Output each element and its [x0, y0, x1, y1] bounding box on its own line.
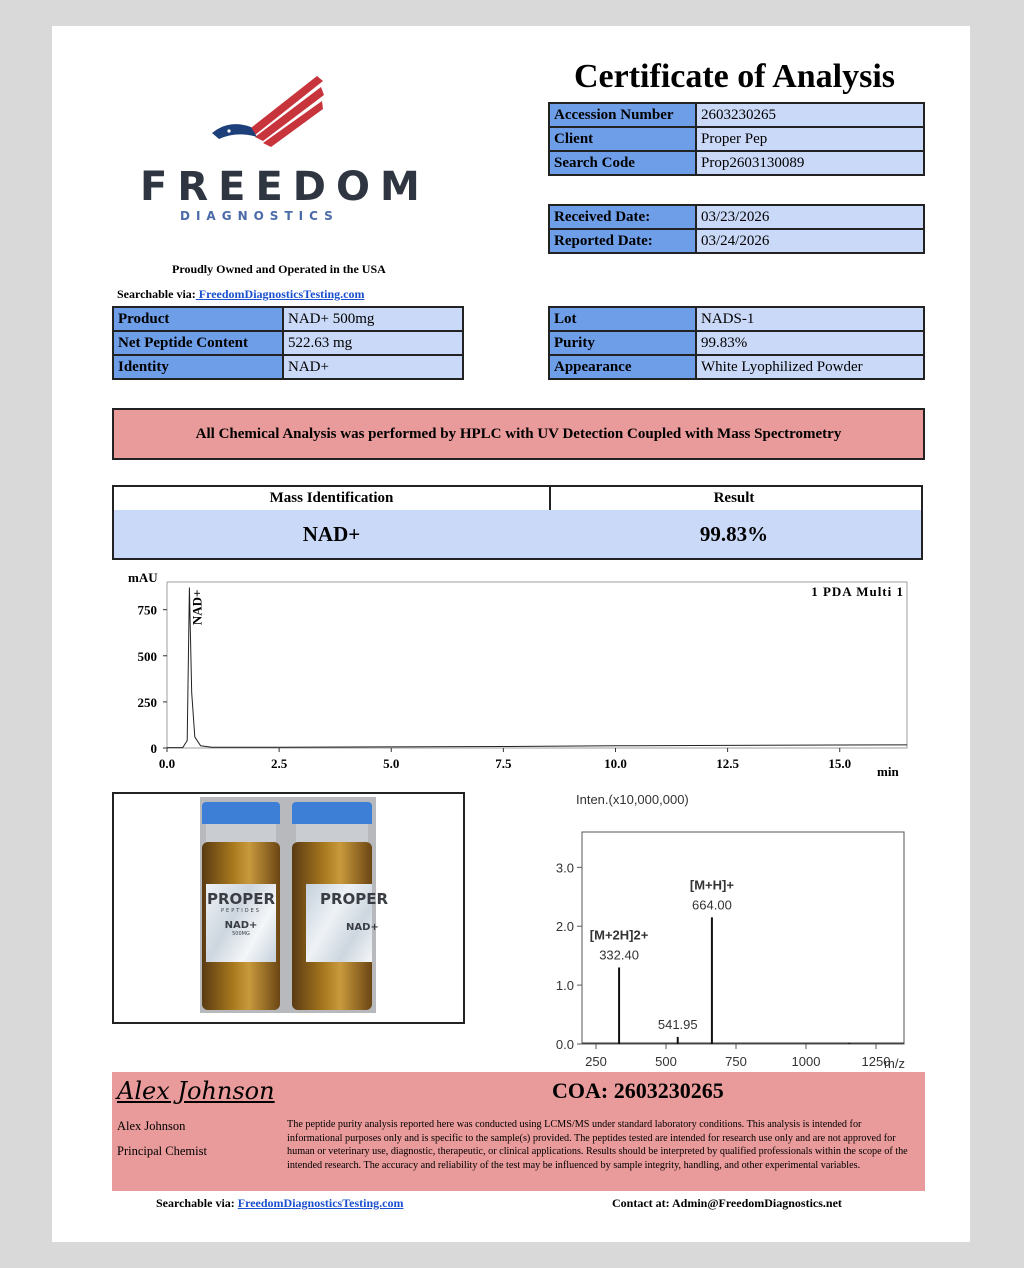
table-row	[549, 151, 924, 175]
y-axis-label: Inten.(x10,000,000)	[576, 792, 689, 807]
search-code-label: Search Code	[549, 151, 696, 175]
x-tick-label: 750	[725, 1054, 747, 1069]
plot-frame	[167, 582, 907, 748]
table-row	[113, 307, 463, 331]
y-tick-label: 2.0	[555, 919, 574, 935]
legend-label: 1 PDA Multi 1	[811, 584, 904, 599]
contact-email[interactable]: Contact at: Admin@FreedomDiagnostics.net	[612, 1196, 842, 1210]
x-tick-label: 1250	[861, 1054, 891, 1069]
product-value: NAD+ 500mg	[283, 307, 463, 331]
peak-mz-label: 332.40	[599, 947, 639, 963]
vial-product: NAD+	[346, 922, 379, 933]
website-link[interactable]: FreedomDiagnosticsTesting.com	[195, 287, 365, 301]
method-banner: All Chemical Analysis was performed by HPLC with UV Detection Coupled with Mass Spectrometry	[112, 408, 925, 460]
peak-label: NAD+	[189, 589, 205, 626]
identity-label: Identity	[113, 355, 283, 379]
searchable-header	[117, 287, 364, 302]
reported-date-label: Reported Date:	[549, 229, 696, 253]
received-date-label: Received Date:	[549, 205, 696, 229]
table-row	[549, 229, 924, 253]
table-row	[549, 307, 924, 331]
appearance-label: Appearance	[549, 355, 696, 379]
y-axis-label: mAU	[128, 570, 158, 585]
searchable-label: Searchable via:	[117, 287, 196, 301]
y-tick-label: 750	[137, 602, 157, 618]
vial-label	[206, 884, 276, 962]
x-tick-label: 7.5	[495, 756, 512, 771]
peak-mz-label: 541.95	[657, 1016, 698, 1032]
x-axis-label: m/z	[884, 1056, 905, 1071]
table-row	[113, 331, 463, 355]
vial-cap	[292, 802, 372, 824]
x-tick-label: 10.0	[604, 756, 627, 771]
appearance-value: White Lyophilized Powder	[696, 355, 924, 379]
accession-value: 2603230265	[696, 103, 924, 127]
received-date-value: 03/23/2026	[696, 205, 924, 229]
mass-identification-value: NAD+	[112, 510, 551, 560]
product-label: Product	[113, 307, 283, 331]
certificate-page	[52, 26, 970, 1242]
x-tick-label: 15.0	[828, 756, 852, 771]
search-code-value: Prop2603130089	[696, 151, 924, 175]
lot-value: NADS-1	[696, 307, 924, 331]
vial-brand-sub: PEPTIDES	[221, 908, 261, 914]
x-tick-label: 2.5	[270, 756, 288, 771]
identity-value: NAD+	[283, 355, 463, 379]
disclaimer: The peptide purity analysis reported here was conducted using LCMS/MS under standard laboratory conditions. This analysis is intended for informational purposes only and is specific to the sample(s) provided. The peptides tested are intended for research use only and are not approved for human or veterinary use, diagnostic, therapeutic, or clinical applications. Results should be interpreted by qualified professionals within the scope of the intended research. The accuracy and reliability of the test may be influenced by sample integrity, handling, and other experimental variables.	[287, 1119, 908, 1171]
accession-table	[548, 102, 925, 176]
vial-crimp	[296, 824, 368, 844]
vial-product: NAD+	[224, 920, 258, 931]
y-tick-label: 500	[137, 648, 157, 664]
x-tick-label: 5.0	[383, 756, 400, 771]
dates-table	[548, 204, 925, 254]
x-tick-label: 500	[655, 1054, 677, 1069]
peak-ion-label: [M+H]+	[689, 877, 734, 893]
website-link[interactable]: FreedomDiagnosticsTesting.com	[237, 1196, 404, 1210]
brand-subtitle: DIAGNOSTICS	[180, 209, 339, 223]
table-row	[549, 205, 924, 229]
page-title: Certificate of Analysis	[574, 58, 896, 95]
reported-date-value: 03/24/2026	[696, 229, 924, 253]
vial-cap	[202, 802, 280, 824]
table-row	[549, 127, 924, 151]
vial-dose: 500MG	[232, 931, 250, 937]
brand-name: FREEDOM	[140, 164, 430, 210]
lot-table	[548, 306, 925, 380]
x-axis-label: min	[877, 764, 899, 779]
product-table	[112, 306, 464, 380]
table-row	[549, 103, 924, 127]
hplc-chromatogram	[112, 570, 922, 790]
flag-eagle-icon	[207, 71, 327, 151]
searchable-footer	[156, 1196, 403, 1211]
x-tick-label: 1000	[791, 1054, 821, 1069]
chromatogram-trace	[167, 588, 907, 748]
net-peptide-value: 522.63 mg	[283, 331, 463, 355]
tagline: Proudly Owned and Operated in the USA	[172, 262, 386, 276]
y-tick-label: 250	[137, 694, 157, 710]
client-label: Client	[549, 127, 696, 151]
y-tick-label: 0.0	[555, 1037, 574, 1052]
coa-number: COA: 2603230265	[552, 1078, 724, 1103]
peak-ion-label: [M+2H]2+	[589, 927, 649, 943]
x-tick-label: 250	[585, 1054, 607, 1069]
mass-identification-header: Mass Identification	[112, 485, 551, 512]
y-tick-label: 0	[150, 741, 157, 756]
chemist-name: Alex Johnson	[117, 1119, 186, 1133]
chemist-role: Principal Chemist	[117, 1144, 207, 1158]
vial-photo	[112, 792, 465, 1024]
client-value: Proper Pep	[696, 127, 924, 151]
lot-label: Lot	[549, 307, 696, 331]
y-tick-label: 1.0	[555, 978, 574, 994]
signature-block	[112, 1072, 925, 1191]
table-row	[549, 355, 924, 379]
purity-value: 99.83%	[696, 331, 924, 355]
signature: Alex Johnson	[117, 1077, 275, 1105]
result-header: Result	[547, 485, 923, 512]
result-value: 99.83%	[547, 510, 923, 560]
vial-label	[306, 884, 389, 962]
y-tick-label: 3.0	[555, 860, 574, 876]
vial-crimp	[206, 824, 276, 844]
result-table	[112, 485, 925, 562]
x-tick-label: 12.5	[716, 756, 739, 771]
vial-left	[202, 802, 280, 1012]
x-tick-label: 0.0	[158, 756, 176, 771]
searchable-label: Searchable via:	[156, 1196, 235, 1210]
vial-right	[292, 802, 389, 1012]
purity-label: Purity	[549, 331, 696, 355]
vial-brand: PROPER	[320, 890, 389, 908]
table-row	[549, 331, 924, 355]
accession-label: Accession Number	[549, 103, 696, 127]
peak-mz-label: 664.00	[692, 897, 732, 913]
mass-spectrum	[492, 788, 922, 1071]
table-row	[113, 355, 463, 379]
vial-brand: PROPER	[206, 890, 276, 908]
net-peptide-label: Net Peptide Content	[113, 331, 283, 355]
